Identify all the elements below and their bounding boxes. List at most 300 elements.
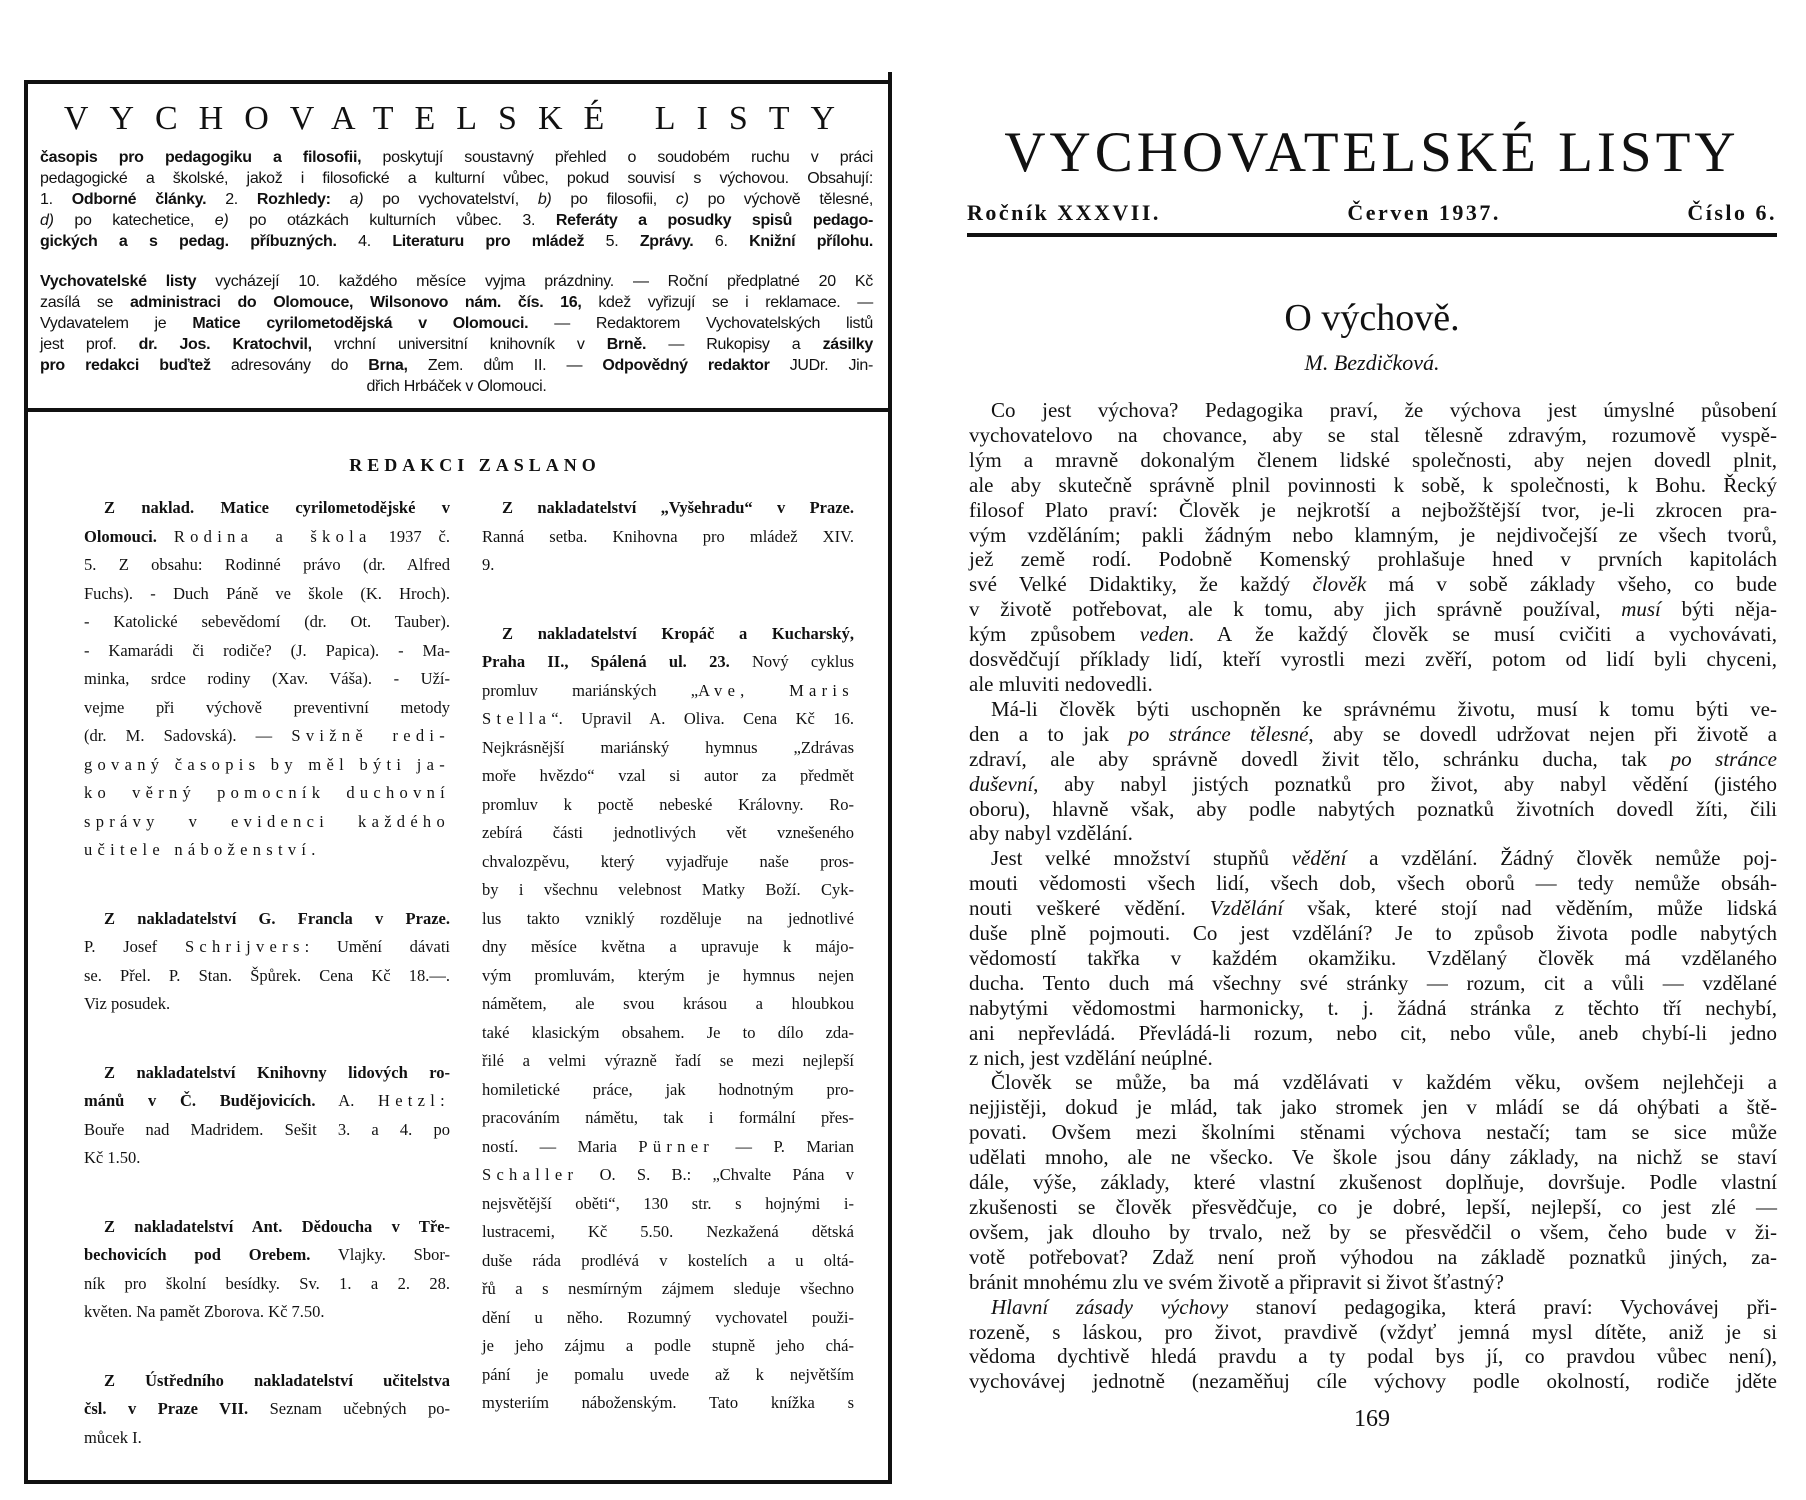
notice-entry xyxy=(84,494,450,865)
italic-run: Vzdělání xyxy=(1209,896,1284,921)
text-line xyxy=(969,996,1777,1021)
text-line xyxy=(969,797,1777,822)
text-run: adresovány do xyxy=(210,357,369,374)
text-line xyxy=(969,747,1777,772)
text-run: moře hvězdo“ vzal si autor za předmět xyxy=(482,766,854,785)
bold-run: Referáty a posudky spisů pedago- xyxy=(555,212,873,229)
text-run: : Umění dávati xyxy=(304,937,450,956)
bold-run: Brně. xyxy=(606,336,647,353)
text-run: (dr. M. Sadovská). — xyxy=(84,726,292,745)
bold-run: Z nakladatelství „Vyšehradu“ v Praze. xyxy=(502,498,854,517)
italic-run: člověk xyxy=(1312,572,1367,597)
text-run: duše ráda prodlévá v kostelích a u oltá- xyxy=(482,1250,854,1270)
text-line xyxy=(84,1424,450,1453)
bold-run: Z naklad. Matice cyrilometodějské v xyxy=(104,498,450,517)
text-run: své Velké Didaktiky, že každý xyxy=(969,572,1313,597)
text-run: zebírá části jednotlivých vět vznešeného xyxy=(482,823,854,842)
header-divider-rule xyxy=(24,408,892,412)
text-run: je jeho zájmu a podle stupně jeho chá- xyxy=(482,1336,854,1355)
spaced-run: správy v evidenci každého xyxy=(84,811,450,831)
text-line xyxy=(482,933,854,962)
text-line xyxy=(969,1021,1777,1046)
text-run: dění u něho. Rozumný vychovatel použi- xyxy=(482,1307,854,1327)
text-line xyxy=(969,821,1777,846)
text-run: — P. Marian xyxy=(714,1136,854,1156)
journal-masthead: VYCHOVATELSKÉ LISTY xyxy=(63,100,857,137)
bold-run: Z Ústředního nakladatelství učitelstva xyxy=(104,1370,450,1390)
text-line xyxy=(482,1247,854,1276)
text-run: den a to jak xyxy=(969,721,1129,746)
text-line xyxy=(482,1332,854,1361)
text-line xyxy=(482,1218,854,1247)
text-run: A. xyxy=(315,1091,378,1110)
text-line xyxy=(40,231,873,252)
text-run: Viz posudek. xyxy=(84,994,171,1013)
bold-run: Zprávy. xyxy=(639,233,694,250)
text-run: minka, srdce rodiny (Xav. Váša). - Uží- xyxy=(84,669,450,688)
issue-date: Červen 1937. xyxy=(1347,200,1501,225)
text-run: pání je pomalu uvede až k největším xyxy=(482,1364,854,1384)
text-run: a vzdělání. Žádný člověk nemůže poj- xyxy=(1346,846,1777,871)
text-run: “. Upravil A. Oliva. Cena Kč 16. xyxy=(551,709,854,728)
text-line xyxy=(40,376,873,397)
text-line xyxy=(969,1170,1777,1195)
text-run: — Rukopisy a xyxy=(646,336,823,353)
text-line xyxy=(482,705,854,734)
bold-run: Z nakladatelství G. Francla v Praze. xyxy=(104,908,450,928)
text-line xyxy=(482,1161,854,1190)
text-run: Nový cyklus xyxy=(729,652,854,671)
text-run: námětem, ale svou krásou a hloubkou xyxy=(482,994,854,1013)
bold-run: Olomouci. xyxy=(84,526,157,546)
text-line xyxy=(482,990,854,1019)
spaced-run: ko věrný pomocník duchovní xyxy=(84,783,450,802)
text-run: vejme při výchově preventivní metody xyxy=(84,697,450,717)
italic-run: Hlavní zásady výchovy xyxy=(991,1294,1229,1319)
text-run: Fuchs). - Duch Páně ve škole (K. Hroch). xyxy=(84,583,450,603)
text-line xyxy=(482,1019,854,1048)
text-run xyxy=(157,527,174,546)
spaced-run: Stella xyxy=(482,709,552,728)
text-run: vychovávej jednotně (nezaměňuj cíle výchovy podle okolností, rodiče jděte xyxy=(969,1369,1777,1394)
text-run: Bouře nad Madridem. Sešit 3. a 4. po xyxy=(84,1119,450,1139)
bottom-rule xyxy=(24,1480,892,1484)
text-line xyxy=(40,313,873,334)
text-run: nejsvětější oběti“, 130 str. s hojnými i- xyxy=(482,1193,854,1213)
text-run: mysteriím náboženským. Tato knížka s xyxy=(482,1393,854,1412)
text-line xyxy=(482,494,854,523)
notice-entry xyxy=(84,1367,450,1453)
italic-run: a) xyxy=(349,191,364,208)
article-author: M. Bezdičková. xyxy=(1304,350,1440,375)
article-body xyxy=(969,398,1777,1394)
text-run: ducha. Tento duch má všechny své stránky — rozum, cit a vůli — vzdělané xyxy=(969,970,1777,995)
right-border xyxy=(888,72,892,1484)
text-line xyxy=(969,622,1777,647)
text-run: ani nepřevládá. Převládá-li rozum, nebo cit, nebo vůle, aneb chybí-li jedno xyxy=(969,1020,1777,1045)
text-run: po výchově tělesné, xyxy=(688,191,873,208)
text-run: 1937 č. xyxy=(371,526,450,546)
text-run: oboru), hlavně však, aby podle nabytých poznatků životních dovedl žíti, čili xyxy=(969,796,1777,821)
text-run: má v sobě základy všeho, co bude xyxy=(1366,572,1777,597)
text-run: nejjistěji, dokud je mlád, tak jako stromek jen v mládí se dá ohýbati a ště- xyxy=(969,1095,1777,1120)
text-line xyxy=(84,722,450,751)
text-run: ale mluviti nedovedli. xyxy=(969,671,1153,696)
article-paragraph xyxy=(969,697,1777,846)
text-line xyxy=(84,580,450,609)
bold-run: gických a s pedag. příbuzných. xyxy=(40,233,337,250)
notice-entry xyxy=(84,1059,450,1173)
top-rule xyxy=(24,80,892,84)
text-line xyxy=(482,905,854,934)
text-run: zkušenosti se člověk přesvědčuje, co je dobré, lepší, nejlepší, co jest zlé — xyxy=(969,1195,1777,1219)
spaced-run: govaný časopis by měl býti ja- xyxy=(84,754,450,774)
text-run: pracováním námětu, tak i formální přes- xyxy=(482,1108,854,1127)
italic-run: e) xyxy=(214,212,229,229)
text-line xyxy=(482,791,854,820)
bold-run: Praha II., Spálená ul. 23. xyxy=(482,652,730,671)
text-run: Má-li člověk býti uschopněn ke správnému životu, musí k tomu býti ve- xyxy=(991,696,1777,721)
text-line xyxy=(969,572,1777,597)
text-line xyxy=(969,921,1777,946)
text-run: také klasickým obsahem. Je to dílo zda- xyxy=(482,1022,854,1042)
text-run: zdraví, ale aby správně dovedl živit tělo, schránku ducha, tak xyxy=(969,746,1671,771)
notice-entry xyxy=(482,494,854,580)
text-line xyxy=(969,697,1777,722)
text-run: Ranná setba. Knihovna pro mládež XIV. xyxy=(482,526,854,546)
text-line xyxy=(84,1087,450,1116)
text-line xyxy=(84,1298,450,1327)
text-line xyxy=(969,448,1777,473)
text-run: se. Přel. P. Stan. Špůrek. Cena Kč 18.—. xyxy=(84,965,450,985)
bold-run: Rozhledy: xyxy=(256,191,331,208)
text-run: JUDr. Jin- xyxy=(769,357,874,374)
bold-run: Z nakladatelství Kropáč a Kucharský, xyxy=(502,623,854,643)
text-run: vým vzděláním; pakli žádným nebo klamným, je nejdivočejší ze všech tvorů, xyxy=(969,522,1777,547)
text-line xyxy=(84,1270,450,1299)
bold-run: zásilky xyxy=(822,336,873,353)
text-run: vědomostí takřka v každém okamžiku. Vzdělaný člověk má vzdělaného xyxy=(969,945,1777,970)
text-run: v životě potřebovat, ale k tomu, aby jich správně používal, xyxy=(969,597,1622,622)
bold-run: mánů v Č. Budějovicích. xyxy=(84,1091,316,1110)
text-line xyxy=(969,1095,1777,1120)
text-line xyxy=(969,523,1777,548)
left-column xyxy=(84,494,450,1452)
text-run: 1. xyxy=(40,191,72,208)
text-line xyxy=(482,1076,854,1105)
italic-run: d) xyxy=(40,212,54,229)
bold-run: Vychovatelské listy xyxy=(40,273,197,290)
text-run: můcek I. xyxy=(84,1427,142,1447)
text-run: Vydavatelem je xyxy=(40,315,193,332)
text-run: lustracemi, Kč 5.50. Nezkažená dětská xyxy=(482,1222,854,1241)
right-column xyxy=(482,494,854,1418)
text-run: 5. Z obsahu: Rodinné právo (dr. Alfred xyxy=(84,555,450,574)
text-run: aby nabyl vzdělání. xyxy=(969,821,1133,846)
text-line xyxy=(969,971,1777,996)
text-run: rozeně, s láskou, pro život, pravdivě (vždyť jemná mysl dítěte, aniž je si xyxy=(969,1319,1777,1344)
text-run: promluv mariánských „ xyxy=(482,680,699,700)
text-run xyxy=(331,191,350,208)
text-run: dosvědčují příklady lidí, kteří vyrostli mezi zvěří, potom od lidí byli chyceni, xyxy=(969,647,1777,672)
text-run: po katechetice, xyxy=(53,212,215,229)
text-line xyxy=(40,210,873,231)
text-run: po vychovatelství, xyxy=(363,191,538,208)
article-paragraph xyxy=(969,846,1777,1070)
spaced-run: Pürner xyxy=(638,1136,715,1156)
text-run: udělati mnoho, ale ne všecko. Ve škole jsou dány základy, na nichž se staví xyxy=(969,1145,1777,1170)
text-run: jež země rodí. Podobně Komenský prohlašuje hned v prvních kapitolách xyxy=(969,547,1777,572)
article-paragraph xyxy=(969,1295,1777,1395)
text-run: votě potřebovat? Zdaž není proň výhodou na základě poznatků jiných, za- xyxy=(969,1244,1777,1269)
text-run: po otázkách kulturních vůbec. 3. xyxy=(228,212,556,229)
text-line xyxy=(482,1190,854,1219)
text-line xyxy=(40,334,873,355)
notice-entry xyxy=(482,620,854,1418)
text-line xyxy=(482,762,854,791)
text-run: zasílá se xyxy=(40,294,130,311)
text-line xyxy=(969,672,1777,697)
text-line xyxy=(969,772,1777,797)
article-title: O výchově. xyxy=(1284,297,1460,339)
text-line xyxy=(969,896,1777,921)
italic-run: b) xyxy=(537,191,552,208)
text-line xyxy=(84,1241,450,1270)
text-run: květen. Na pamět Zborova. Kč 7.50. xyxy=(84,1302,325,1321)
text-line xyxy=(84,836,450,865)
text-line xyxy=(84,933,450,962)
article-paragraph xyxy=(969,1070,1777,1294)
text-line xyxy=(969,1046,1777,1071)
text-run: Seznam učebných po- xyxy=(248,1399,451,1418)
text-line xyxy=(482,962,854,991)
text-line xyxy=(482,551,854,580)
text-run: jest prof. xyxy=(40,336,139,353)
text-run: , aby nabyl jistých poznatků pro život, aby nabyl vědění (jistého xyxy=(1033,771,1777,796)
text-line xyxy=(84,694,450,723)
text-line xyxy=(84,551,450,580)
text-run: 4. xyxy=(336,233,393,250)
text-run: vycházejí 10. každého měsíce vyjma prázdniny. — Roční předplatné 20 Kč xyxy=(196,273,873,290)
bold-run: Literaturu pro mládež xyxy=(392,233,585,250)
text-line xyxy=(482,1275,854,1304)
text-run: nouti veškeré vědění. xyxy=(969,896,1210,921)
bold-run: pro redakci buďtež xyxy=(40,357,211,374)
article-paragraph xyxy=(969,398,1777,697)
text-run: vychovatelovo na chovance, aby se stal tělesně zdravým, rozumově vyspě- xyxy=(969,422,1777,447)
text-line xyxy=(969,398,1777,423)
text-run: homiletické práce, jak hodnotným pro- xyxy=(482,1079,854,1099)
text-line xyxy=(969,473,1777,498)
spaced-run: Svižně redi- xyxy=(291,726,450,745)
text-line xyxy=(482,1361,854,1390)
text-run: býti něja- xyxy=(1660,597,1778,622)
bold-run: dr. Jos. Kratochvil, xyxy=(138,336,312,353)
text-run: filosof Plato praví: Člověk je nejkrotší a nejbožštější tvor, je-li zkrocen pra- xyxy=(969,497,1777,522)
text-line xyxy=(84,905,450,934)
text-run: poskytují soustavný přehled o soudobém ruchu v práci xyxy=(361,149,873,166)
text-line xyxy=(84,1059,450,1088)
text-line xyxy=(84,494,450,523)
text-run: po filosofii, xyxy=(551,191,676,208)
spaced-run: Schrijvers xyxy=(184,937,305,956)
text-run: 9. xyxy=(482,555,495,574)
text-line xyxy=(84,523,450,552)
spaced-run: Hetzl: xyxy=(378,1091,450,1110)
text-line xyxy=(84,751,450,780)
text-line xyxy=(40,271,873,292)
italic-run: musí xyxy=(1621,597,1661,622)
text-run: vrchní universitní knihovník v xyxy=(311,336,607,353)
bold-run: Odborné články. xyxy=(71,191,207,208)
text-line xyxy=(84,1395,450,1424)
text-line xyxy=(969,946,1777,971)
journal-info-box xyxy=(40,147,873,397)
text-run: Vlajky. Sbor- xyxy=(310,1245,450,1264)
text-line xyxy=(969,547,1777,572)
bold-run: Z nakladatelství Ant. Dědoucha v Tře- xyxy=(104,1216,450,1236)
journal-description xyxy=(40,147,873,252)
bold-run: administraci do Olomouce, Wilsonovo nám. čís. 16, xyxy=(129,294,582,311)
text-line xyxy=(40,355,873,376)
text-line xyxy=(969,1344,1777,1369)
text-line xyxy=(482,734,854,763)
text-run: duše plně pojmouti. Co jest vzdělání? Je to způsob života podle nabytých xyxy=(969,921,1777,946)
text-run: nabytými vědomostmi harmonicky, t. j. žádná stránka z těchto tří nechybí, xyxy=(969,995,1777,1020)
text-run: - Kamarádi či rodiče? (J. Papica). - Ma- xyxy=(84,640,450,660)
text-run: P. Josef xyxy=(84,937,185,956)
issue-rule xyxy=(967,233,1777,237)
text-line xyxy=(482,819,854,848)
volume-label: Ročník XXXVII. xyxy=(967,200,1161,225)
left-border xyxy=(24,80,28,1484)
text-line xyxy=(482,1047,854,1076)
text-line xyxy=(84,808,450,837)
text-run: Nejkrásnější mariánský hymnus „Zdrávas xyxy=(482,737,854,757)
text-run: 2. xyxy=(206,191,257,208)
journal-title: VYCHOVATELSKÉ LISTY xyxy=(1004,121,1740,184)
text-run: mouti vědomosti všech lidí, všech dob, všech oborů — tedy nemůže obsáh- xyxy=(969,871,1777,896)
text-run: dny měsíce května a upravuje k májo- xyxy=(482,937,854,956)
text-run: Co jest výchova? Pedagogika praví, že výchova jest úmyslné působení xyxy=(991,398,1777,422)
text-line xyxy=(482,848,854,877)
bold-run: bechovicích pod Orebem. xyxy=(84,1245,311,1264)
text-line xyxy=(84,962,450,991)
text-run: řů a s nesmírným zájmem sleduje všechno xyxy=(482,1279,854,1298)
italic-run: po stránce tělesné xyxy=(1128,721,1309,746)
text-run: lus takto vzniklý rozděluje na jednotlivé xyxy=(482,908,854,928)
issue-number: Číslo 6. xyxy=(1687,200,1777,225)
text-line xyxy=(84,990,450,1019)
bold-run: Z nakladatelství Knihovny lidových ro- xyxy=(104,1062,450,1082)
text-line xyxy=(482,648,854,677)
bold-run: Knižní přílohu. xyxy=(749,233,873,250)
bold-run: časopis pro pedagogiku a filosofii, xyxy=(40,149,362,166)
text-line xyxy=(40,168,873,189)
spaced-run: Ave, Maris xyxy=(698,680,855,700)
text-run: vědoma dychtivě hledá pravdu a ty podal bys jí, co pravdou vůbec není), xyxy=(969,1344,1777,1369)
text-line xyxy=(969,722,1777,747)
text-line xyxy=(482,1304,854,1333)
text-run: Jest velké množství stupňů xyxy=(991,846,1292,871)
section-heading: REDAKCI ZASLANO xyxy=(349,455,601,475)
text-line xyxy=(84,1116,450,1145)
bold-run: Odpovědný redaktor xyxy=(602,357,770,374)
text-run: - Katolické sebevědomí (dr. Ot. Tauber). xyxy=(84,612,450,631)
text-line xyxy=(84,608,450,637)
text-line xyxy=(84,779,450,808)
text-run: ností. — Maria xyxy=(482,1136,639,1156)
text-run: Zem. dům II. — xyxy=(407,357,603,374)
text-run: promluv k poctě nebeské Královny. Ro- xyxy=(482,794,854,814)
text-run: řilé a velmi výrazně řadí se mezi nejlepší xyxy=(482,1051,854,1070)
notice-entry xyxy=(84,905,450,1019)
publication-details xyxy=(40,271,873,397)
text-line xyxy=(84,637,450,666)
text-run: pedagogické a školské, jakož i filosofické a kulturní vůbec, pokud souvisí s výchovou. Obsahují: xyxy=(40,170,873,187)
text-run: 5. xyxy=(584,233,640,250)
spaced-run: učitele náboženství. xyxy=(84,840,321,859)
text-line xyxy=(969,1195,1777,1220)
text-run: Člověk se může, ba má vzdělávati v každém věku, ovšem nejlehčeji a xyxy=(991,1070,1777,1095)
text-line xyxy=(969,498,1777,523)
text-line xyxy=(969,1070,1777,1095)
text-line xyxy=(969,1145,1777,1170)
text-run: dále, výše, základy, které vlastní zkušenost doplňuje, dovršuje. Podle vlastní xyxy=(969,1170,1777,1195)
italic-run: vědění xyxy=(1291,846,1347,871)
italic-run: po stránce xyxy=(1670,746,1777,771)
text-line xyxy=(969,1369,1777,1394)
text-run: povati. Ovšem mezi školními stěnami výchova nestačí; tam se sice může xyxy=(969,1120,1777,1145)
text-run: kým způsobem xyxy=(969,622,1140,647)
text-line xyxy=(84,1213,450,1242)
text-line xyxy=(482,1389,854,1418)
text-run: vým promluvám, kterým je hymnus nejen xyxy=(482,965,854,985)
text-run: kdež vyřizují se i reklamace. — xyxy=(581,294,873,311)
text-run: dřich Hrbáček v Olomouci. xyxy=(366,378,547,395)
text-line xyxy=(482,677,854,706)
page-number: 169 xyxy=(1354,1406,1390,1432)
text-run: ník pro školní besídky. Sv. 1. a 2. 28. xyxy=(84,1273,450,1293)
text-run: by i všechnu velebnost Matky Boží. Cyk- xyxy=(482,880,854,899)
italic-run: c) xyxy=(675,191,689,208)
spaced-run: Schaller xyxy=(482,1165,579,1184)
bold-run: Brna, xyxy=(368,357,408,374)
text-line xyxy=(969,1120,1777,1145)
text-line xyxy=(969,1220,1777,1245)
text-line xyxy=(482,1133,854,1162)
text-line xyxy=(969,1320,1777,1345)
text-run: . A že každý člověk se musí cvičiti a vychovávati, xyxy=(1188,622,1778,647)
text-line xyxy=(969,597,1777,622)
text-run: — Redaktorem Vychovatelských listů xyxy=(528,315,873,332)
text-line xyxy=(84,1144,450,1173)
text-line xyxy=(969,1295,1777,1320)
text-run: ovšem, jak dlouho by trvalo, než by se přesvědčil o všem, čeho bude v ži- xyxy=(969,1219,1777,1244)
notice-entry xyxy=(84,1213,450,1327)
text-line xyxy=(40,292,873,313)
text-line xyxy=(969,1245,1777,1270)
text-run: 6. xyxy=(693,233,750,250)
text-line xyxy=(482,876,854,905)
bold-run: čsl. v Praze VII. xyxy=(84,1399,249,1418)
spaced-run: Rodina a škola xyxy=(173,526,372,546)
text-line xyxy=(40,189,873,210)
text-line xyxy=(482,523,854,552)
text-line xyxy=(482,1104,854,1133)
issue-line xyxy=(967,200,1777,226)
italic-run: duševní xyxy=(969,771,1034,796)
